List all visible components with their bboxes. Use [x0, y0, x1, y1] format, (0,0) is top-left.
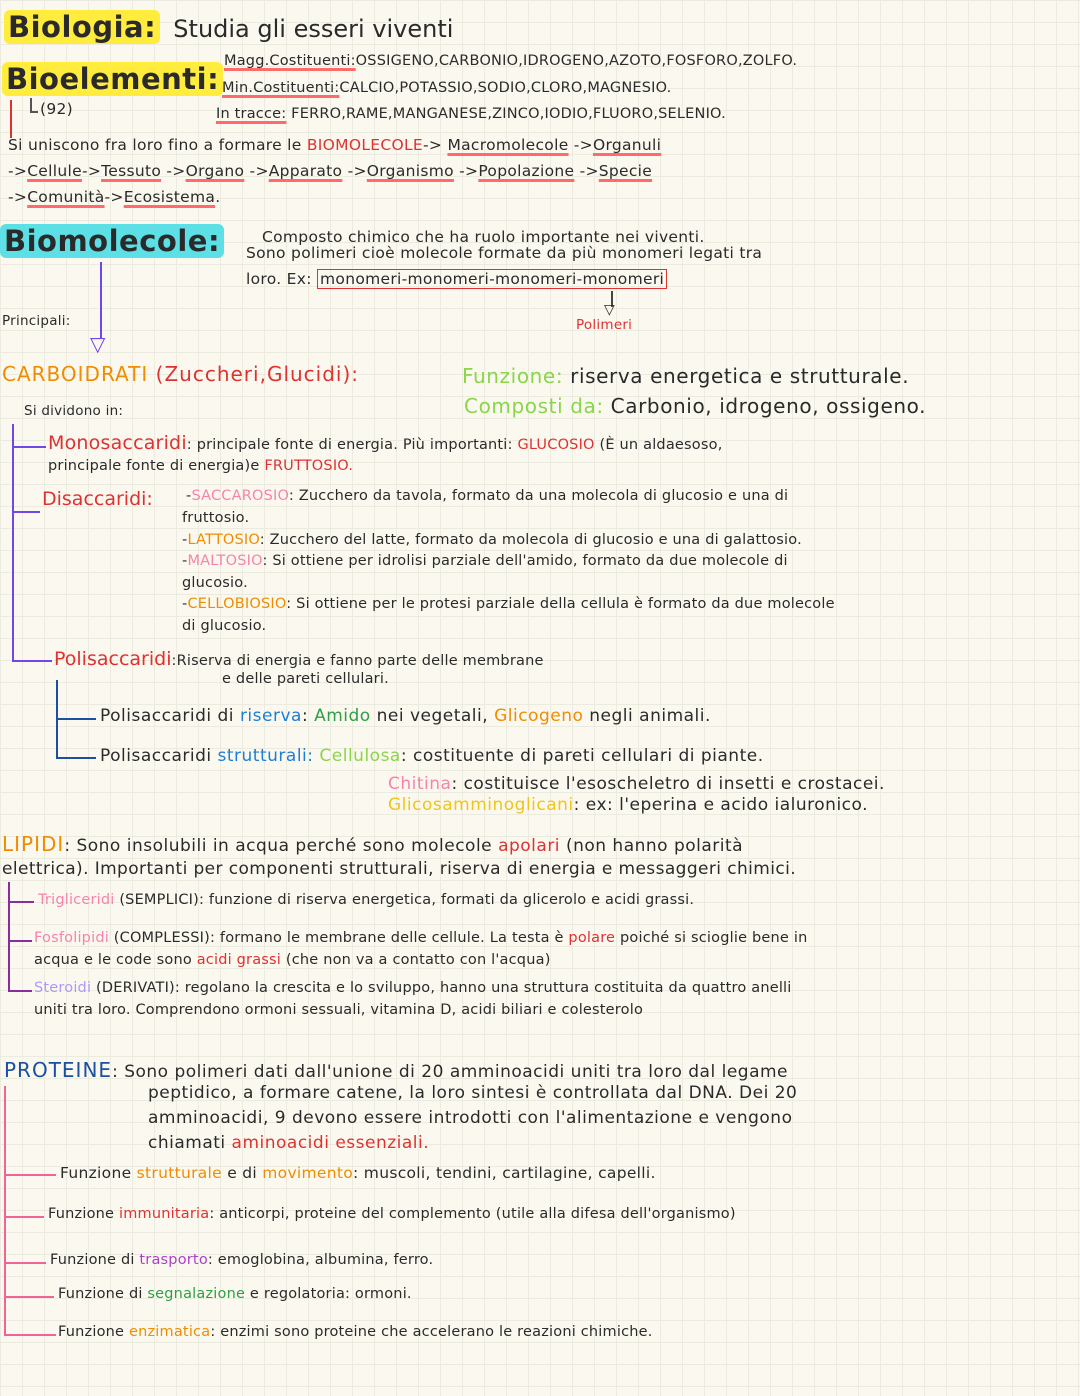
lipidi-tree-trunk: [8, 882, 10, 992]
f4-a: segnalazione: [147, 1286, 246, 1302]
cellulosa-text: : costituente di pareti cellulari di piante.: [400, 746, 764, 766]
biomolecole-example: monomeri-monomeri-monomeri-monomeri: [317, 269, 667, 289]
chain-organo: Organo: [185, 162, 245, 180]
biologia-line: [4, 10, 453, 44]
mono-text1: : principale fonte di energia. Più importanti:: [186, 437, 513, 453]
carbo-tree-branch: [12, 446, 46, 448]
glicos-line: [388, 795, 868, 815]
cellobiosio-line: -CELLOBIOSIO: Si ottiene per le protesi parziale della cellula è formato da due molecole: [182, 596, 835, 612]
min-label: Min.Costituenti:: [222, 80, 340, 96]
f3-pre: Funzione di: [50, 1252, 135, 1268]
strutt-word: strutturali:: [217, 746, 314, 766]
bioelementi-bracket: [10, 100, 12, 138]
magg-values: OSSIGENO,CARBONIO,IDROGENO,AZOTO,FOSFORO,ZOLFO.: [355, 53, 798, 69]
chain-macromolecole: Macromolecole: [447, 136, 569, 154]
carbo-tree-trunk: [12, 424, 14, 662]
chain-line-1: [8, 136, 661, 154]
carboidrati-composti: [464, 394, 926, 418]
f3-a: trasporto: [139, 1252, 208, 1268]
strutt-pre: Polisaccaridi: [100, 746, 212, 766]
chain-arrow: ->: [8, 188, 28, 206]
chain-line-3: ->Comunità->Ecosistema.: [8, 188, 221, 206]
mono-line-2: [48, 458, 353, 474]
proteine-tree-branch: [4, 1296, 54, 1298]
f2-a: immunitaria: [118, 1206, 210, 1222]
chain-arrow: ->: [249, 162, 269, 180]
chain-arrow: ->: [459, 162, 479, 180]
biomolecole-def3: loro. Ex:: [246, 270, 312, 288]
amido-text: nei vegetali,: [376, 706, 489, 726]
di-label: Disaccaridi:: [42, 488, 153, 510]
tracce-values: FERRO,RAME,MANGANESE,ZINCO,IODIO,FLUORO,SELENIO.: [291, 106, 726, 122]
f1-line: [60, 1164, 656, 1182]
glicogeno-text: negli animali.: [589, 706, 711, 726]
principali-label: Principali:: [2, 313, 71, 329]
poli-text2: e delle pareti cellulari.: [222, 671, 389, 687]
mono-label: Monosaccaridi: [48, 432, 187, 454]
chain-line-2: [8, 162, 652, 180]
biologia-text: Studia gli esseri viventi: [173, 15, 454, 43]
f3-line: [50, 1252, 433, 1268]
proteine-tree-branch: [4, 1174, 56, 1176]
biomolecole-def3-line: [246, 270, 667, 288]
lipidi-tree-branch: [8, 990, 32, 992]
lipidi-title: LIPIDI: [2, 832, 65, 856]
f3-text: : emoglobina, albumina, ferro.: [207, 1252, 434, 1268]
lattosio-line: -LATTOSIO: Zucchero del latte, formato da molecola di glucosio e una di galattosio.: [182, 532, 802, 548]
bioelementi-count: (92): [40, 100, 74, 118]
poli-tree-branch: [56, 757, 96, 759]
carboidrati-synonyms: (Zuccheri,Glucidi):: [155, 362, 360, 386]
chain-arrow: ->: [423, 136, 443, 154]
cellobiosio-text: : Si ottiene per le protesi parziale della cellula è formato da due molecole: [286, 596, 835, 612]
maltosio-line: -MALTOSIO: Si ottiene per idrolisi parziale dell'amido, formato da due molecole di: [182, 553, 788, 569]
proteine-line-4: [148, 1133, 429, 1153]
tracce-label: In tracce:: [216, 106, 287, 122]
f5-text: : enzimi sono proteine che accelerano le reazioni chimiche.: [210, 1324, 653, 1340]
f5-line: [58, 1324, 653, 1340]
fosfolipidi-line-2: [34, 952, 551, 968]
fosfo-text2: poiché si scioglie bene in: [620, 930, 808, 946]
polimeri-arrow-icon: ▽: [604, 302, 615, 318]
chain-arrow: ->: [81, 162, 102, 180]
magg-line: [224, 53, 797, 69]
lipidi-tree-branch: [8, 940, 32, 942]
f1-text: : muscoli, tendini, cartilagine, capelli.: [353, 1164, 656, 1182]
carboidrati-header: [2, 362, 359, 386]
saccarosio-text: : Zucchero da tavola, formato da una molecola di glucosio e una di: [288, 488, 789, 504]
poli-label: Polisaccaridi: [54, 648, 172, 670]
mono-text3: principale fonte di energia)e: [48, 458, 260, 474]
fosfo-text: (COMPLESSI): formano le membrane delle cellule. La testa è: [113, 930, 564, 946]
saccarosio-line: -SACCAROSIO: Zucchero da tavola, formato da una molecola di glucosio e una di: [186, 488, 789, 504]
glicogeno: Glicogeno: [494, 706, 584, 726]
cellobiosio-text2: di glucosio.: [182, 618, 267, 634]
f2-line: [48, 1206, 736, 1222]
magg-label: Magg.Costituenti:: [224, 53, 356, 69]
proteine-line-1: [4, 1058, 788, 1082]
chain-arrow: ->: [573, 136, 593, 154]
fosfolipidi-line: [34, 930, 807, 946]
chain-organuli: Organuli: [592, 136, 662, 154]
funzione-label: Funzione:: [462, 364, 564, 388]
riserva-pre: Polisaccaridi di: [100, 706, 235, 726]
chitina-line: [388, 774, 885, 794]
f5-pre: Funzione: [58, 1324, 125, 1340]
proteine-text2: peptidico, a formare catene, la loro sintesi è controllata dal DNA. Dei 20: [148, 1083, 798, 1103]
chain-arrow: ->: [104, 188, 124, 206]
count-hook: [30, 98, 32, 112]
chain-ecosistema: Ecosistema: [123, 188, 216, 206]
glicos-text: : ex: l'eperina e acido ialuronico.: [573, 795, 869, 815]
trigliceridi: Trigliceridi: [38, 892, 115, 908]
steroidi: Steroidi: [34, 980, 92, 996]
lipidi-tree-branch: [8, 901, 34, 903]
bioelementi-title: Bioelementi:: [2, 62, 223, 96]
steroidi-line: [34, 980, 792, 996]
carbo-tree-branch: [12, 660, 52, 662]
riserva-word: riserva: [239, 706, 302, 726]
biomolecole-def1: Composto chimico che ha ruolo importante nei viventi.: [262, 228, 705, 246]
composti-text: Carbonio, idrogeno, ossigeno.: [610, 394, 927, 418]
min-values: CALCIO,POTASSIO,SODIO,CLORO,MAGNESIO.: [339, 80, 672, 96]
f1-pre: Funzione: [60, 1164, 132, 1182]
f2-pre: Funzione: [48, 1206, 115, 1222]
polare: polare: [568, 930, 616, 946]
chain-intro: Si uniscono fra loro fino a formare le: [8, 136, 302, 154]
biomolecole-title: Biomolecole:: [0, 224, 224, 258]
mono-text2: (È un aldaesoso,: [599, 437, 723, 453]
chain-biomolecole: BIOMOLECOLE: [306, 136, 424, 154]
chain-arrow: ->: [166, 162, 186, 180]
f1-a: strutturale: [136, 1164, 222, 1182]
maltosio-text2: glucosio.: [182, 575, 248, 591]
si-dividono-label: Si dividono in:: [24, 403, 124, 419]
cellobiosio: CELLOBIOSIO: [187, 596, 287, 612]
maltosio: MALTOSIO: [187, 553, 263, 569]
min-line: [222, 80, 671, 96]
fosfo-text3: acqua e le code sono: [34, 952, 192, 968]
carboidrati-funzione: [462, 364, 909, 388]
fosfo-text4: (che non va a contatto con l'acqua): [285, 952, 551, 968]
carboidrati-title: CARBOIDRATI: [2, 362, 149, 386]
glucosio: GLUCOSIO: [517, 437, 595, 453]
acidi-grassi: acidi grassi: [196, 952, 282, 968]
proteine-tree-trunk: [4, 1086, 6, 1336]
principali-arrow-icon: ▽: [90, 332, 106, 356]
f4-pre: Funzione di: [58, 1286, 143, 1302]
polimeri-label: Polimeri: [576, 317, 633, 333]
chitina-text: : costituisce l'esoscheletro di insetti e crostacei.: [451, 774, 885, 794]
proteine-tree-branch: [4, 1262, 46, 1264]
lipidi-text1b: (non hanno polarità: [565, 836, 744, 856]
chain-organismo: Organismo: [366, 162, 454, 180]
principali-arrow-stem: [100, 262, 102, 338]
biomolecole-def2: Sono polimeri cioè molecole formate da più monomeri legati tra: [246, 244, 763, 262]
fruttosio: FRUTTOSIO.: [264, 458, 354, 474]
funzione-text: riserva energetica e strutturale.: [570, 364, 910, 388]
f4-text: e regolatoria: ormoni.: [249, 1286, 412, 1302]
maltosio-text: : Si ottiene per idrolisi parziale dell'amido, formato da due molecole di: [262, 553, 788, 569]
poli-line: [54, 648, 544, 670]
chain-arrow: ->: [347, 162, 367, 180]
count-hook-h: [30, 111, 38, 113]
chitina: Chitina: [388, 774, 452, 794]
ster-text2: uniti tra loro. Comprendono ormoni sessuali, vitamina D, acidi biliari e colesterolo: [34, 1002, 644, 1018]
f5-a: enzimatica: [128, 1324, 211, 1340]
composti-label: Composti da:: [464, 394, 604, 418]
amido: Amido: [314, 706, 371, 726]
chain-comunita: Comunità: [27, 188, 105, 206]
strutt-line: [100, 746, 764, 766]
saccarosio: SACCAROSIO: [191, 488, 289, 504]
chain-apparato: Apparato: [268, 162, 343, 180]
proteine-tree-branch: [4, 1334, 56, 1336]
cellulosa: Cellulosa: [319, 746, 401, 766]
poli-text: :Riserva di energia e fanno parte delle membrane: [171, 653, 544, 669]
tracce-line: [216, 106, 726, 122]
proteine-title: PROTEINE: [4, 1058, 113, 1082]
proteine-text1: : Sono polimeri dati dall'unione di 20 amminoacidi uniti tra loro dal legame: [112, 1062, 789, 1082]
biologia-title: Biologia:: [4, 10, 160, 44]
lipidi-text2: elettrica). Importanti per componenti strutturali, riserva di energia e messaggeri chimici.: [2, 859, 796, 879]
glicosamminoglicani: Glicosamminoglicani: [388, 795, 574, 815]
chain-arrow: ->: [8, 162, 28, 180]
apolari: apolari: [498, 836, 561, 856]
trigliceridi-line: [38, 892, 694, 908]
lipidi-text1a: : Sono insolubili in acqua perché sono molecole: [64, 836, 493, 856]
trig-text: (SEMPLICI): funzione di riserva energetica, formati da glicerolo e acidi grassi.: [119, 892, 695, 908]
f1-b: movimento: [262, 1164, 354, 1182]
carbo-tree-branch: [12, 511, 40, 513]
fosfolipidi: Fosfolipidi: [34, 930, 109, 946]
ster-text: (DERIVATI): regolano la crescita e lo sviluppo, hanno una struttura costituita da quattro anelli: [96, 980, 792, 996]
proteine-text3: amminoacidi, 9 devono essere introdotti con l'alimentazione e vengono: [148, 1108, 793, 1128]
f2-text: : anticorpi, proteine del complemento (utile alla difesa dell'organismo): [209, 1206, 736, 1222]
saccarosio-text2: fruttosio.: [182, 510, 250, 526]
poli-tree-branch: [56, 718, 96, 720]
chain-popolazione: Popolazione: [478, 162, 575, 180]
proteine-tree-branch: [4, 1216, 44, 1218]
chain-specie: Specie: [598, 162, 653, 180]
chain-arrow: ->: [579, 162, 599, 180]
aminoacidi-essenziali: aminoacidi essenziali.: [231, 1133, 430, 1153]
lattosio-text: : Zucchero del latte, formato da molecola di glucosio e una di galattosio.: [259, 532, 802, 548]
f1-mid: e di: [227, 1164, 258, 1182]
lipidi-line-1: [2, 832, 743, 856]
mono-line: [48, 432, 723, 454]
f4-line: [58, 1286, 412, 1302]
lattosio: LATTOSIO: [187, 532, 260, 548]
riserva-line: Polisaccaridi di riserva: Amido nei vegetali, Glicogeno negli animali.: [100, 706, 711, 726]
chain-tessuto: Tessuto: [101, 162, 162, 180]
proteine-text4: chiamati: [148, 1133, 226, 1153]
chain-cellule: Cellule: [27, 162, 82, 180]
